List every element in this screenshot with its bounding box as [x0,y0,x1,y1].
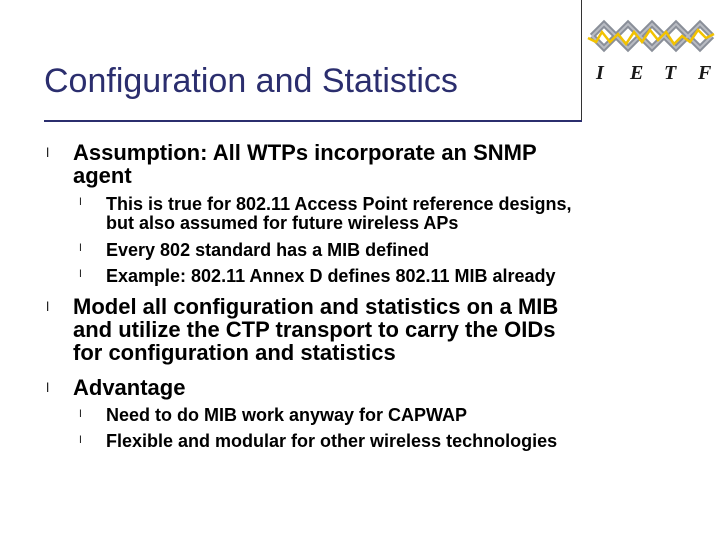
logo-letter-e: E [630,62,644,84]
slide-title: Configuration and Statistics [44,62,458,100]
bullet-3-sub-2 [106,432,557,451]
bullet-1-sub-2-line-1: Every 802 standard has a MIB defined [106,240,430,260]
sub-bullet-marker: l [79,435,82,446]
logo-letter-t: T [664,62,677,84]
ietf-logo-graphic [586,14,716,62]
bullet-1-sub-3-line-1: Example: 802.11 Annex D defines 802.11 MIB already [106,266,556,286]
bullet-marker: l [46,381,50,395]
bullet-2-line-2: and utilize the CTP transport to carry the OIDs [73,317,556,342]
bullet-3-sub-1 [106,406,467,425]
title-underline [44,120,582,122]
bullet-1-line-2: agent [73,163,132,188]
bullet-3 [73,376,185,399]
sub-bullet-marker: l [79,197,82,208]
sub-bullet-marker: l [79,269,82,280]
bullet-3-line-1: Advantage [73,375,186,400]
bullet-1-sub-3 [106,267,556,286]
header-vertical-divider [581,0,582,120]
bullet-1 [73,141,537,187]
logo-letter-f: F [698,62,712,84]
bullet-3-sub-2-line-1: Flexible and modular for other wireless technologies [106,431,558,451]
ietf-logo-letters [592,62,716,84]
bullet-3-sub-1-line-1: Need to do MIB work anyway for CAPWAP [106,405,468,425]
sub-bullet-marker: l [79,409,82,420]
bullet-2-line-3: for configuration and statistics [73,340,396,365]
bullet-1-sub-1 [106,195,572,233]
logo-letter-i: I [596,62,604,84]
sub-bullet-marker: l [79,243,82,254]
bullet-1-sub-2 [106,241,429,260]
bullet-1-sub-1-line-2: but also assumed for future wireless APs [106,213,459,233]
bullet-marker: l [46,300,50,314]
bullet-marker: l [46,146,50,160]
bullet-1-sub-1-line-1: This is true for 802.11 Access Point reference designs, [106,194,572,214]
bullet-2-line-1: Model all configuration and statistics on a MIB [73,294,559,319]
bullet-1-line-1: Assumption: All WTPs incorporate an SNMP [73,140,537,165]
bullet-2 [73,295,558,364]
